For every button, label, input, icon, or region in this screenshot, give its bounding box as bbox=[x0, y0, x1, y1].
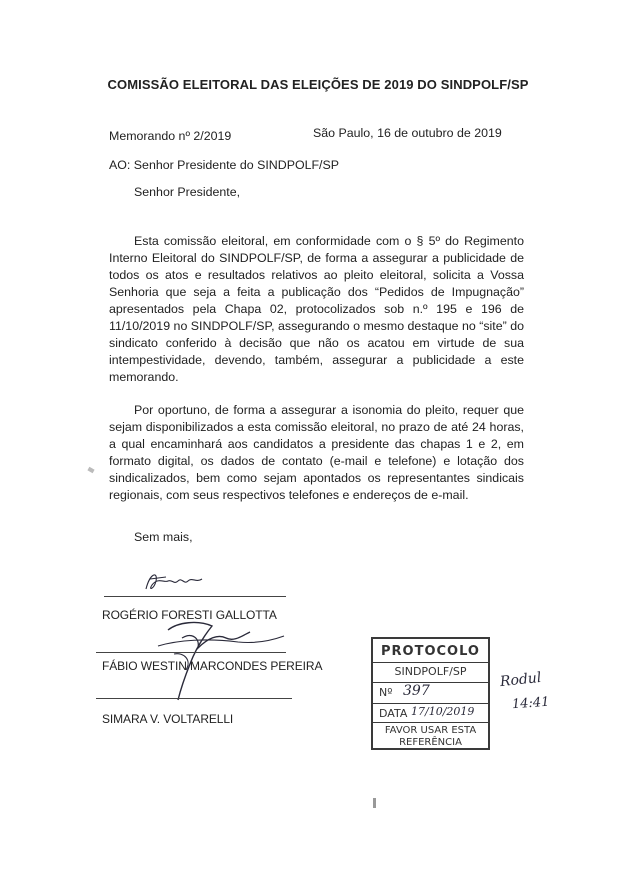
signature-line-2 bbox=[96, 652, 286, 653]
paragraph-1-line: todos os atos e resultados relativos ao pleito eleitoral, solicita a Vossa bbox=[109, 268, 524, 282]
paragraph-1-line: intempestividade, devendo, também, assegurar a publicidade a este bbox=[109, 353, 524, 367]
stamp-org: SINDPOLF/SP bbox=[394, 665, 467, 678]
paragraph-1-line: Interno Eleitoral do SINDPOLF/SP, de forma a assegurar a publicidade de bbox=[109, 251, 524, 265]
paragraph-1-line: 11/10/2019 no SINDPOLF/SP, assegurando o mesmo destaque no “site” do bbox=[109, 319, 524, 333]
stamp-date-value: 17/10/2019 bbox=[411, 705, 475, 718]
paragraph-2-line: formato digital, os dados de contato (e-mail e telefone) e lotação dos bbox=[109, 454, 524, 468]
place-date: São Paulo, 16 de outubro de 2019 bbox=[313, 126, 502, 140]
signature-line-3 bbox=[96, 698, 292, 699]
paragraph-1-line: Esta comissão eleitoral, em conformidade com o § 5º do Regimento bbox=[134, 234, 524, 248]
signatory-2: FÁBIO WESTIN MARCONDES PEREIRA bbox=[102, 659, 323, 673]
stamp-date-label: DATA bbox=[379, 707, 408, 720]
paragraph-2-line: Por oportuno, de forma a assegurar a isonomia do pleito, requer que bbox=[134, 403, 524, 417]
signature-1-handwriting bbox=[140, 567, 210, 597]
salutation: Senhor Presidente, bbox=[134, 185, 241, 199]
stamp-number-value: 397 bbox=[403, 683, 430, 699]
stamp-footer-line-2: REFERÊNCIA bbox=[399, 737, 462, 748]
paragraph-1-line: Senhoria que seja a feita a publicação dos “Pedidos de Impugnação” bbox=[109, 285, 524, 299]
protocol-stamp bbox=[371, 637, 490, 750]
handwritten-time: 14:41 bbox=[511, 694, 550, 713]
paragraph-1-line: memorando. bbox=[109, 370, 179, 384]
memo-number: Memorando nº 2/2019 bbox=[109, 129, 232, 143]
paragraph-1-line: apresentados pela Chapa 02, protocolizados sob n.º 195 e 196 de bbox=[109, 302, 524, 316]
signature-line-1 bbox=[104, 596, 286, 597]
document-title: COMISSÃO ELEITORAL DAS ELEIÇÕES DE 2019 DO SINDPOLF/SP bbox=[107, 77, 529, 92]
paragraph-2-line: a qual encaminhará aos candidatos a presidente das chapas 1 e 2, em bbox=[109, 437, 524, 451]
addressee: AO: Senhor Presidente do SINDPOLF/SP bbox=[109, 158, 340, 172]
handwritten-initials: Rodul bbox=[499, 669, 543, 691]
stamp-footer-line-1: FAVOR USAR ESTA bbox=[384, 725, 477, 736]
stamp-number-label: Nº bbox=[379, 686, 393, 699]
paragraph-2-line: sejam disponibilizados a esta comissão eleitoral, no prazo de até 24 horas, bbox=[109, 420, 524, 434]
scan-mark bbox=[373, 798, 376, 808]
paragraph-2-line: regionais, com seus respectivos telefones e endereços de e-mail. bbox=[109, 488, 469, 502]
paragraph-1-line: sindicato conferido à decisão que não os acatou em virtude de sua bbox=[109, 336, 524, 350]
closing: Sem mais, bbox=[134, 530, 193, 544]
paragraph-2 bbox=[109, 402, 524, 504]
signatory-1: ROGÉRIO FORESTI GALLOTTA bbox=[102, 608, 277, 622]
stamp-title: PROTOCOLO bbox=[381, 644, 480, 659]
paragraph-2-line: sindicalizados, bem como sejam apontados os representantes sindicais bbox=[109, 471, 524, 485]
paragraph-1 bbox=[109, 233, 524, 386]
scan-mark bbox=[87, 467, 94, 473]
signatory-3: SIMARA V. VOLTARELLI bbox=[102, 712, 234, 726]
signature-2-handwriting bbox=[138, 608, 288, 708]
